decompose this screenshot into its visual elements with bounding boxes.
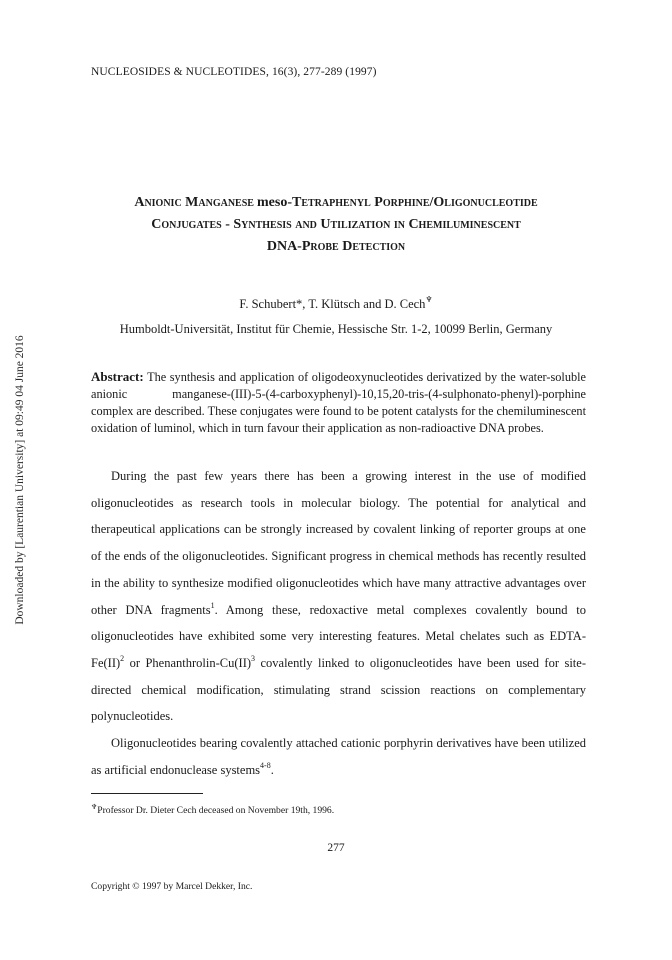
- citation-4-8[interactable]: 4-8: [260, 760, 271, 770]
- article-title: [60, 191, 612, 258]
- author-list: [0, 297, 672, 312]
- footnote: [91, 803, 334, 816]
- footnote-text: Professor Dr. Dieter Cech deceased on November 19th, 1996.: [97, 805, 335, 816]
- citation-2[interactable]: 2: [120, 653, 125, 663]
- p1-text-c: or Phenanthrolin-Cu(II): [124, 655, 252, 670]
- paragraph-2: [91, 730, 586, 783]
- p2-text-b: .: [270, 762, 274, 777]
- author-names: F. Schubert*, T. Klütsch and D. Cech: [239, 297, 426, 311]
- body-text: [91, 463, 586, 783]
- paragraph-1: [91, 463, 586, 730]
- citation-3[interactable]: 3: [251, 653, 256, 663]
- p1-text-b: . Among these, redoxactive metal complexes covalently bound to oligonucleotides have exhibited some very interesting features. Metal chelates such as EDTA-Fe(II): [91, 602, 586, 670]
- abstract: [91, 368, 586, 437]
- title-line-3: DNA-Probe Detection: [266, 239, 406, 254]
- abstract-label: Abstract:: [91, 369, 144, 384]
- copyright-notice: Copyright © 1997 by Marcel Dekker, Inc.: [91, 881, 253, 892]
- title-line-1: [60, 191, 612, 214]
- p1-text-a: During the past few years there has been a growing interest in the use of modified oligonucleotides as research tools in molecular biology. The potential for analytical and therapeutical applications can be strongly increased by covalent linking of reporter groups at one of the ends of the oligonucleotides. Significant progress in chemical methods has recently resulted in the ability to synthesize modified oligonucleotides which have many attractive advantages over other DNA fragments: [91, 469, 586, 617]
- p2-text-a: Oligonucleotides bearing covalently attached cationic porphyrin derivatives have been utilized as artificial endonuclease systems: [91, 736, 586, 777]
- title-line-1-pre: Anionic Manganese: [134, 195, 254, 210]
- journal-header: NUCLEOSIDES & NUCLEOTIDES, 16(3), 277-289 (1997): [91, 66, 377, 78]
- title-line-1-post: Tetraphenyl Porphine/Oligonucleotide: [292, 195, 538, 210]
- title-line-2: Conjugates - Synthesis and Utilization in Chemiluminescent: [151, 217, 521, 232]
- affiliation: Humboldt-Universität, Institut für Chemie, Hessische Str. 1-2, 10099 Berlin, Germany: [119, 322, 553, 336]
- abstract-text: The synthesis and application of oligodeoxynucleotides derivatized by the water-soluble anionic manganese-(III)-5-(4-carboxyphenyl)-10,15,20-tris-(4-sulphonato-phenyl)-porphine complex are described. These conjugates were found to be potent catalysts for the chemiluminescent oxidation of luminol, which in turn favour their application as non-radioactive DNA probes.: [91, 370, 586, 435]
- download-notice: Downloaded by [Laurentian University] at 09:49 04 June 2016: [14, 335, 26, 625]
- title-meso: meso-: [257, 195, 292, 210]
- footnote-mark: ♆: [91, 803, 98, 811]
- footnote-divider: [91, 793, 203, 794]
- author-deceased-mark: ♆: [425, 295, 433, 304]
- citation-1[interactable]: 1: [210, 600, 215, 610]
- page-number: 277: [327, 842, 345, 854]
- p1-text-d: covalently linked to oligonucleotides have been used for site-directed chemical modification, stimulating strand scission reactions on complementary polynucleotides.: [91, 655, 586, 724]
